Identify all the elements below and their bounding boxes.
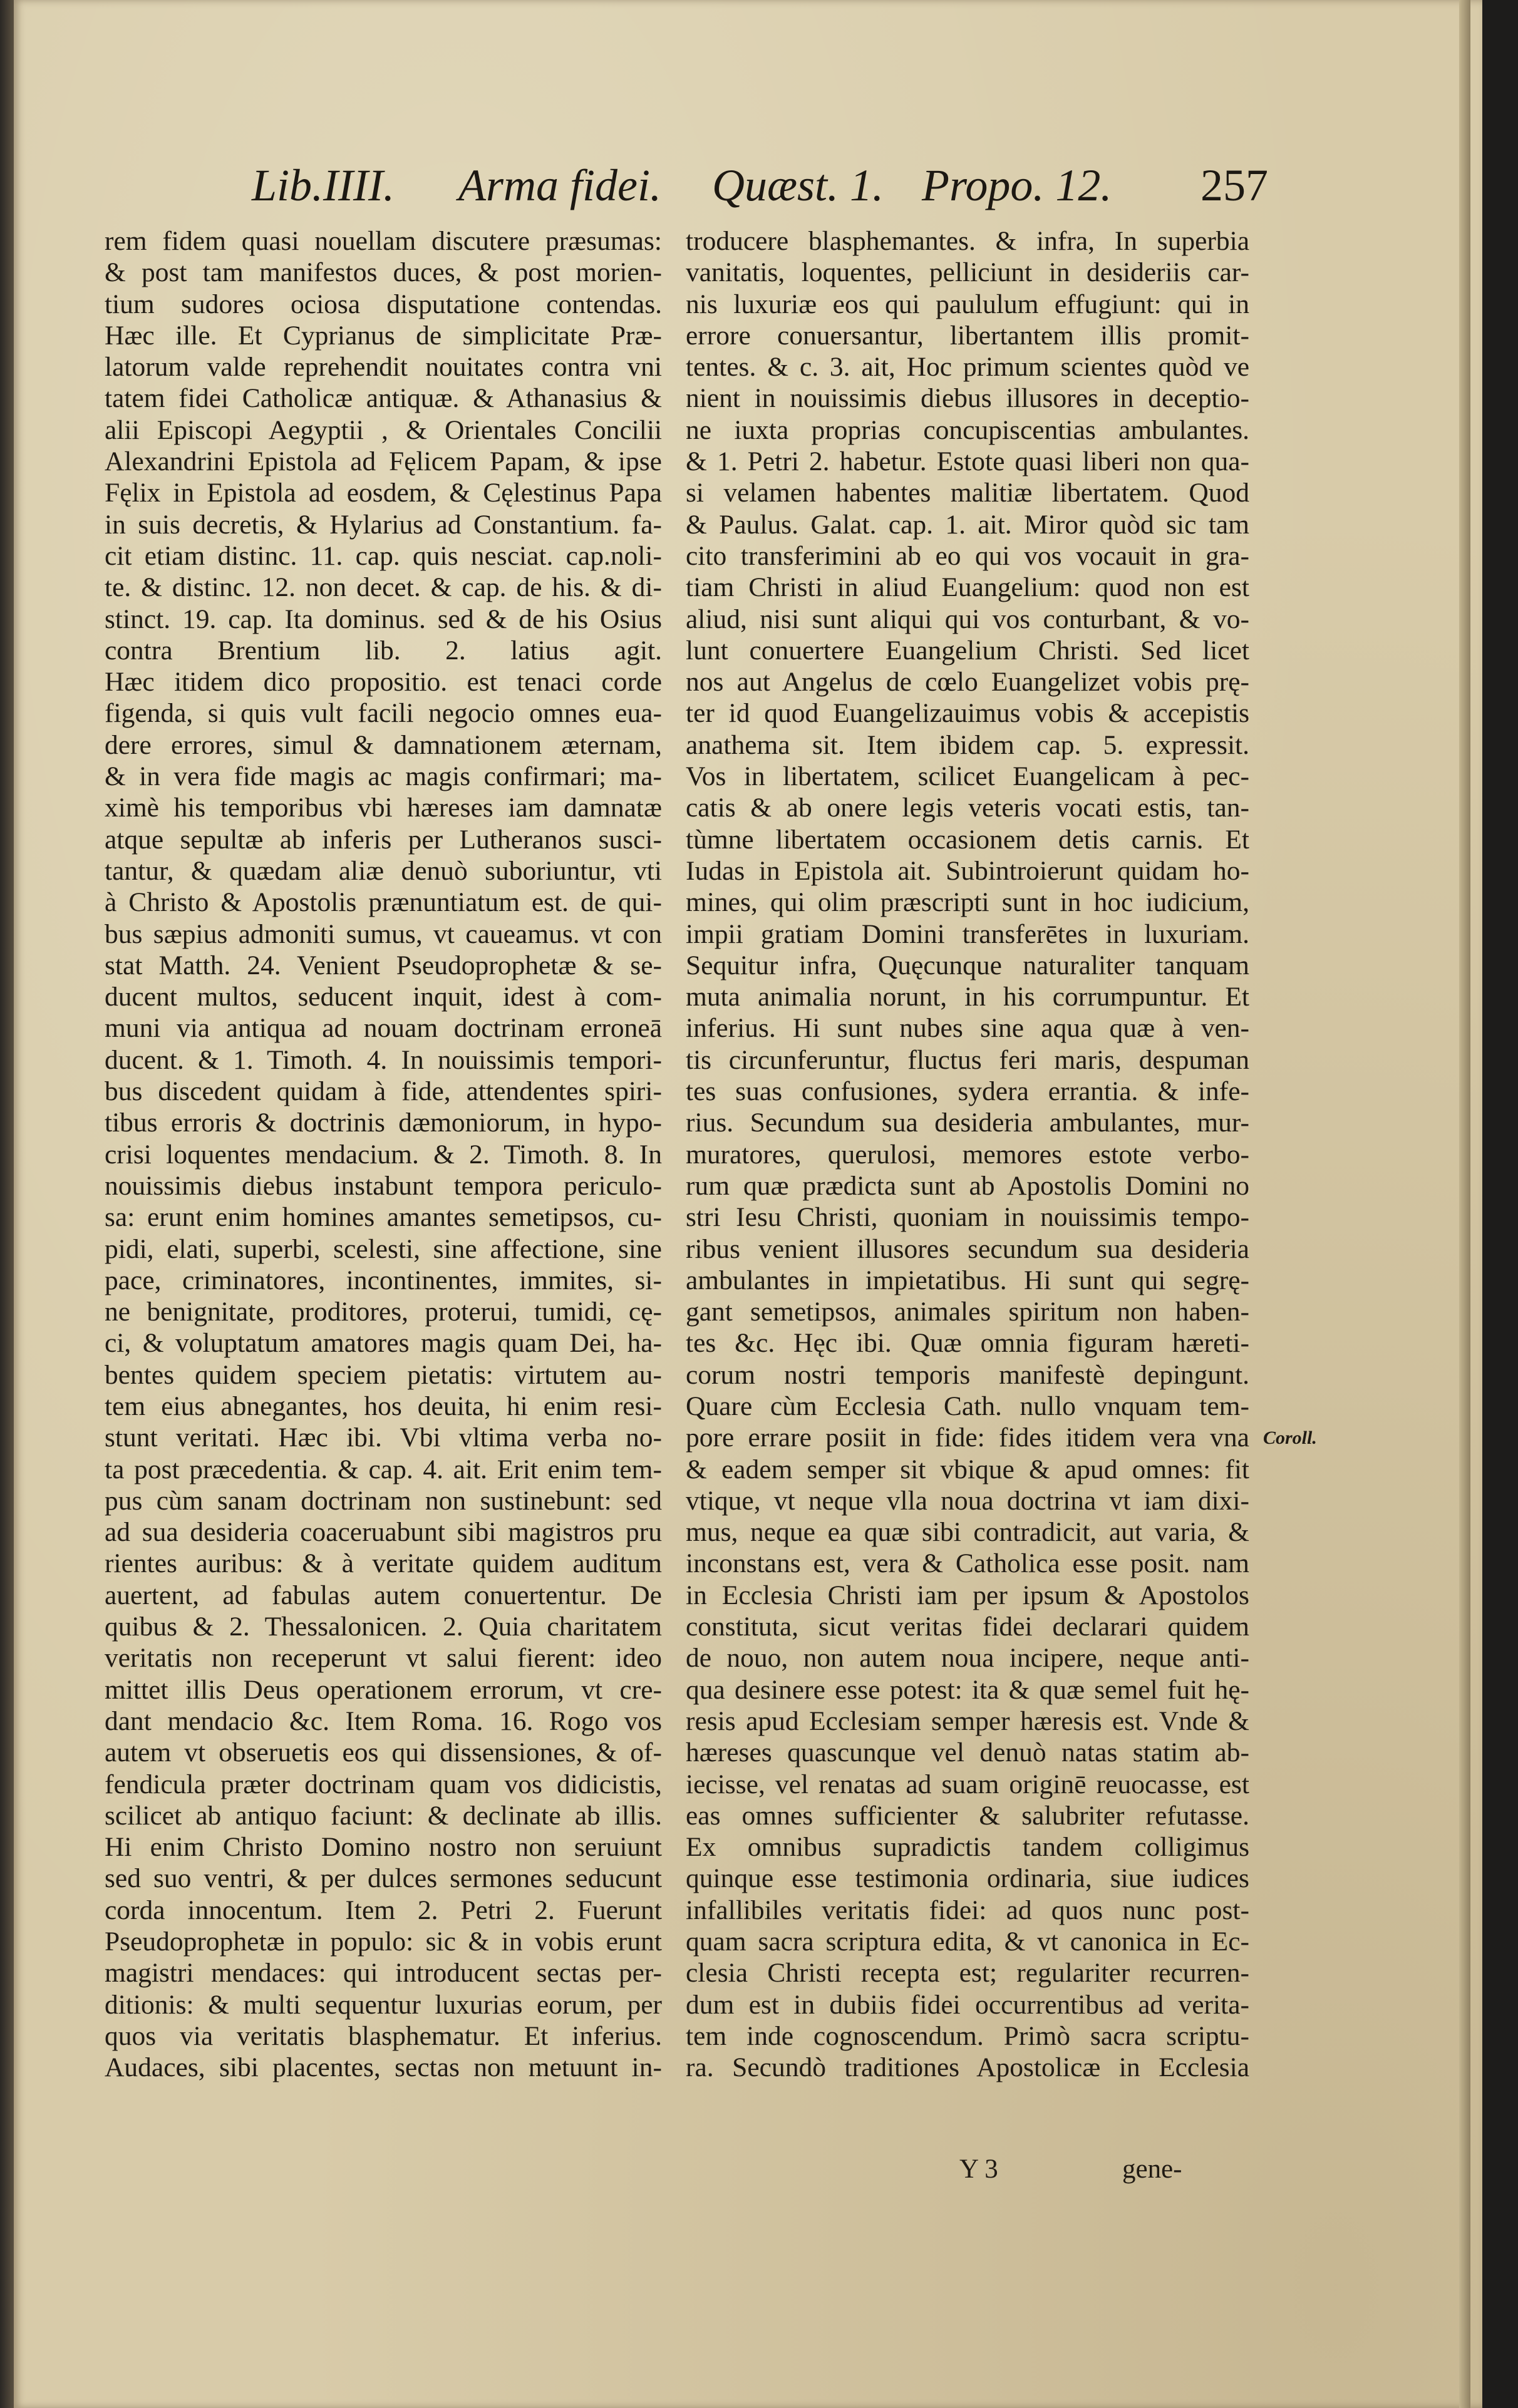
text-line: tibus erroris & doctrinis dæmoniorum, in hypo- [105,1108,662,1138]
text-line: clesia Christi recepta est; regulariter recurren- [686,1958,1249,1989]
text-line: inferius. Hi sunt nubes sine aqua quæ à ven- [686,1013,1249,1044]
page-edge [1459,0,1470,2408]
text-line: quibus & 2. Thessalonicen. 2. Quia charitatem [105,1612,662,1642]
text-line: ditionis: & multi sequentur luxurias eorum, per [105,1989,662,2020]
text-line: dum est in dubiis fidei occurrentibus ad verita- [686,1989,1249,2020]
text-line: aliud, nisi sunt aliqui qui vos conturbant, & vo- [686,604,1249,634]
text-line: nient in nouissimis diebus illusores in deceptio- [686,383,1249,414]
text-line: ne iuxta proprias concupiscentias ambulantes. [686,414,1249,445]
text-line: nis luxuriæ eos qui paululum effugiunt: qui in [686,289,1249,319]
text-line: & in vera fide magis ac magis confirmari; ma- [105,761,662,792]
text-line: corda innocentum. Item 2. Petri 2. Fuerunt [105,1895,662,1925]
text-line: muratores, querulosi, memores estote verbo- [686,1139,1249,1170]
text-line: tis circunferuntur, fluctus feri maris, despuman [686,1044,1249,1075]
text-line: Iudas in Epistola ait. Subintroierunt quidam ho- [686,855,1249,886]
header-title: Arma fidei. [458,160,661,210]
text-line: à Christo & Apostolis prænuntiatum est. de qui- [105,887,662,918]
text-line: dant mendacio &c. Item Roma. 16. Rogo vos [105,1706,662,1736]
text-line: figenda, si quis vult facili negocio omnes eua- [105,698,662,729]
text-line: ta post præcedentia. & cap. 4. ait. Erit enim tem- [105,1454,662,1484]
text-line: bus discedent quidam à fide, attendentes spiri- [105,1076,662,1107]
text-line: hæreses quascunque vel denuò natas statim ab- [686,1737,1249,1768]
text-line: quinque esse testimonia ordinaria, siue iudices [686,1863,1249,1894]
text-line: dere errores, simul & damnationem æternam, [105,729,662,760]
text-line: troducere blasphemantes. & infra, In superbia [686,226,1249,256]
text-line: pus cùm sanam doctrinam non sustinebunt: sed [105,1485,662,1516]
text-line: in suis decretis, & Hylarius ad Constantium. fa- [105,509,662,540]
text-line: sed suo ventri, & per dulces sermones seducunt [105,1863,662,1894]
text-line: veritatis non receperunt vt salui fierent: ideo [105,1643,662,1674]
text-line: Vos in libertatem, scilicet Euangelicam à pec- [686,761,1249,792]
text-line: latorum valde reprehendit nouitates contra vni [105,352,662,383]
text-line: tiam Christi in aliud Euangelium: quod non est [686,572,1249,603]
book-gutter [0,0,14,2408]
text-line: rientes auribus: & à veritate quidem auditum [105,1548,662,1579]
text-line: ribus venient illusores secundum sua desideria [686,1233,1249,1264]
text-line: eas omnes sufficienter & salubriter refutasse. [686,1800,1249,1831]
text-line: stri Iesu Christi, quoniam in nouissimis tempo- [686,1202,1249,1233]
text-line: Ex omnibus supradictis tandem colligimus [686,1832,1249,1863]
text-line: quam sacra scriptura edita, & vt canonica in Ec- [686,1927,1249,1957]
text-line: Quare cùm Ecclesia Cath. nullo vnquam tem- [686,1391,1249,1421]
text-line: mittet illis Deus operationem errorum, vt cre- [105,1674,662,1705]
text-line: vtique, vt neque vlla noua doctrina vt iam dixi- [686,1485,1249,1516]
text-line: muta animalia norunt, in his corrumpuntur. Et [686,982,1249,1012]
text-line: anathema sit. Item ibidem cap. 5. expressit. [686,729,1249,760]
text-line: autem vt obseruetis eos qui dissensiones, & of- [105,1737,662,1768]
text-line: scilicet ab antiquo faciunt: & declinate ab illis. [105,1800,662,1831]
text-line: tium sudores ociosa disputatione contendas. [105,289,662,319]
header-book: Lib.IIII. [252,160,395,210]
text-line: infallibiles veritatis fidei: ad quos nunc post- [686,1895,1249,1925]
text-line: tantur, & quædam aliæ denuò suboriuntur, vti [105,855,662,886]
text-line: lunt conuertere Euangelium Christi. Sed licet [686,635,1249,666]
text-line: ducent multos, seducent inquit, idest à com- [105,982,662,1012]
text-line: & 1. Petri 2. habetur. Estote quasi liberi non qua- [686,446,1249,477]
text-line: cito transferimini ab eo qui vos vocauit in gra- [686,540,1249,571]
text-line: corum nostri temporis manifestè depingunt. [686,1359,1249,1390]
text-line: tem eius abnegantes, hos deuita, hi enim resi- [105,1391,662,1421]
running-header [252,160,1285,222]
text-line: tes &c. Hęc ibi. Quæ omnia figuram hæreti- [686,1328,1249,1359]
text-line: mines, qui olim præscripti sunt in hoc iudicium, [686,887,1249,918]
text-line: bus sæpius admoniti sumus, vt caueamus. vt con [105,918,662,949]
text-line: nouissimis diebus instabunt tempora periculo- [105,1170,662,1201]
text-line: Pseudoprophetæ in populo: sic & in vobis erunt [105,1927,662,1957]
signature-mark: Y 3 [959,2154,998,2184]
text-line: vanitatis, loquentes, pelliciunt in desideriis car- [686,257,1249,288]
text-line: tatem fidei Catholicæ antiquæ. & Athanasius & [105,383,662,414]
text-line: alii Episcopi Aegyptii , & Orientales Concilii [105,414,662,445]
text-line: inconstans est, vera & Catholica esse posit. nam [686,1548,1249,1579]
text-line: pidi, elati, superbi, scelesti, sine affectione, sine [105,1233,662,1264]
text-line: si velamen habentes malitiæ libertatem. Quod [686,478,1249,508]
text-line: te. & distinc. 12. non decet. & cap. de his. & di- [105,572,662,603]
text-line: tentes. & c. 3. ait, Hoc primum scientes quòd ve [686,352,1249,383]
text-line: contra Brentium lib. 2. latius agit. [105,635,662,666]
text-line: quos via veritatis blasphematur. Et inferius. [105,2020,662,2051]
text-line: catis & ab onere legis veteris vocati estis, tan- [686,793,1249,823]
text-line: crisi loquentes mendacium. & 2. Timoth. 8. In [105,1139,662,1170]
text-line: ad sua desideria coaceruabunt sibi magistros pru [105,1517,662,1548]
text-line: pore errare posiit in fide: fides itidem vera vna [686,1423,1249,1453]
text-line: ducent. & 1. Timoth. 4. In nouissimis tempori- [105,1044,662,1075]
text-line: resis apud Ecclesiam semper hæresis est. Vnde & [686,1706,1249,1736]
catchword: gene- [1122,2154,1182,2184]
text-line: errore conuersantur, libertantem illis promit- [686,320,1249,351]
text-line: ter id quod Euangelizauimus vobis & accepistis [686,698,1249,729]
text-line: rem fidem quasi nouellam discutere præsumas: [105,226,662,256]
text-line: qua desinere esse potest: ita & quæ semel fuit hę- [686,1674,1249,1705]
text-line: gant semetipsos, animales spiritum non haben- [686,1297,1249,1327]
right-text-column [686,225,1249,2084]
text-line: ximè his temporibus vbi hæreses iam damnatæ [105,793,662,823]
text-line: auertent, ad fabulas autem conuertentur. De [105,1580,662,1610]
text-line: Fęlix in Epistola ad eosdem, & Cęlestinus Papa [105,478,662,508]
text-line: Hi enim Christo Domino nostro non seruiunt [105,1832,662,1863]
text-line: tes suas confusiones, sydera errantia. & infe- [686,1076,1249,1107]
text-line: nos aut Angelus de cœlo Euangelizet vobis prę- [686,667,1249,697]
text-line: ne benignitate, proditores, proterui, tumidi, cę- [105,1297,662,1327]
text-line: rius. Secundum sua desideria ambulantes, mur- [686,1108,1249,1138]
header-question: Quæst. 1. [712,160,884,210]
text-line: ambulantes in impietatibus. Hi sunt qui segrę- [686,1265,1249,1295]
text-line: iecisse, vel renatas ad suam originē reuocasse, est [686,1769,1249,1799]
text-line: Hæc itidem dico propositio. est tenaci corde [105,667,662,697]
text-line: Hæc ille. Et Cyprianus de simplicitate Præ- [105,320,662,351]
text-line: ra. Secundò traditiones Apostolicæ in Ecclesia [686,2052,1249,2083]
header-proposition: Propo. 12. [922,160,1112,210]
text-line: rum quæ prædicta sunt ab Apostolis Domini no [686,1170,1249,1201]
book-page [14,0,1482,2408]
text-line: stat Matth. 24. Venient Pseudoprophetæ & se- [105,950,662,980]
page-number: 257 [1200,160,1268,210]
text-line: sa: erunt enim homines amantes semetipsos, cu- [105,1202,662,1233]
text-line: atque sepultæ ab inferis per Lutheranos susci- [105,824,662,855]
text-line: impii gratiam Domini transferētes in luxuriam. [686,918,1249,949]
text-line: ci, & voluptatum amatores magis quam Dei, ha- [105,1328,662,1359]
text-line: Audaces, sibi placentes, sectas non metuunt in- [105,2052,662,2083]
text-line: tùmne libertatem occasionem detis carnis. Et [686,824,1249,855]
text-line: tem inde cognoscendum. Primò sacra scriptu- [686,2020,1249,2051]
text-line: fendicula præter doctrinam quam vos didicistis, [105,1769,662,1799]
text-line: mus, neque ea quæ sibi contradicit, aut varia, & [686,1517,1249,1548]
text-line: & eadem semper sit vbique & apud omnes: fit [686,1454,1249,1484]
text-line: stinct. 19. cap. Ita dominus. sed & de his Osius [105,604,662,634]
text-line: pace, criminatores, incontinentes, immites, si- [105,1265,662,1295]
marginal-note: Coroll. [1263,1428,1317,1448]
text-line: & post tam manifestos duces, & post morien- [105,257,662,288]
text-line: bentes quidem speciem pietatis: virtutem au- [105,1359,662,1390]
text-line: magistri mendaces: qui introducent sectas per- [105,1958,662,1989]
text-line: muni via antiqua ad nouam doctrinam erroneā [105,1013,662,1044]
text-line: constituta, sicut veritas fidei declarari quidem [686,1612,1249,1642]
left-text-column [105,225,662,2084]
text-line: Alexandrini Epistola ad Fęlicem Papam, & ipse [105,446,662,477]
text-line: stunt veritati. Hæc ibi. Vbi vltima verba no- [105,1423,662,1453]
text-line: in Ecclesia Christi iam per ipsum & Apostolos [686,1580,1249,1610]
text-line: de nouo, non autem noua incipere, neque anti- [686,1643,1249,1674]
text-line: Sequitur infra, Quęcunque naturaliter tanquam [686,950,1249,980]
text-line: & Paulus. Galat. cap. 1. ait. Miror quòd sic tam [686,509,1249,540]
text-line: cit etiam distinc. 11. cap. quis nesciat. cap.noli- [105,540,662,571]
